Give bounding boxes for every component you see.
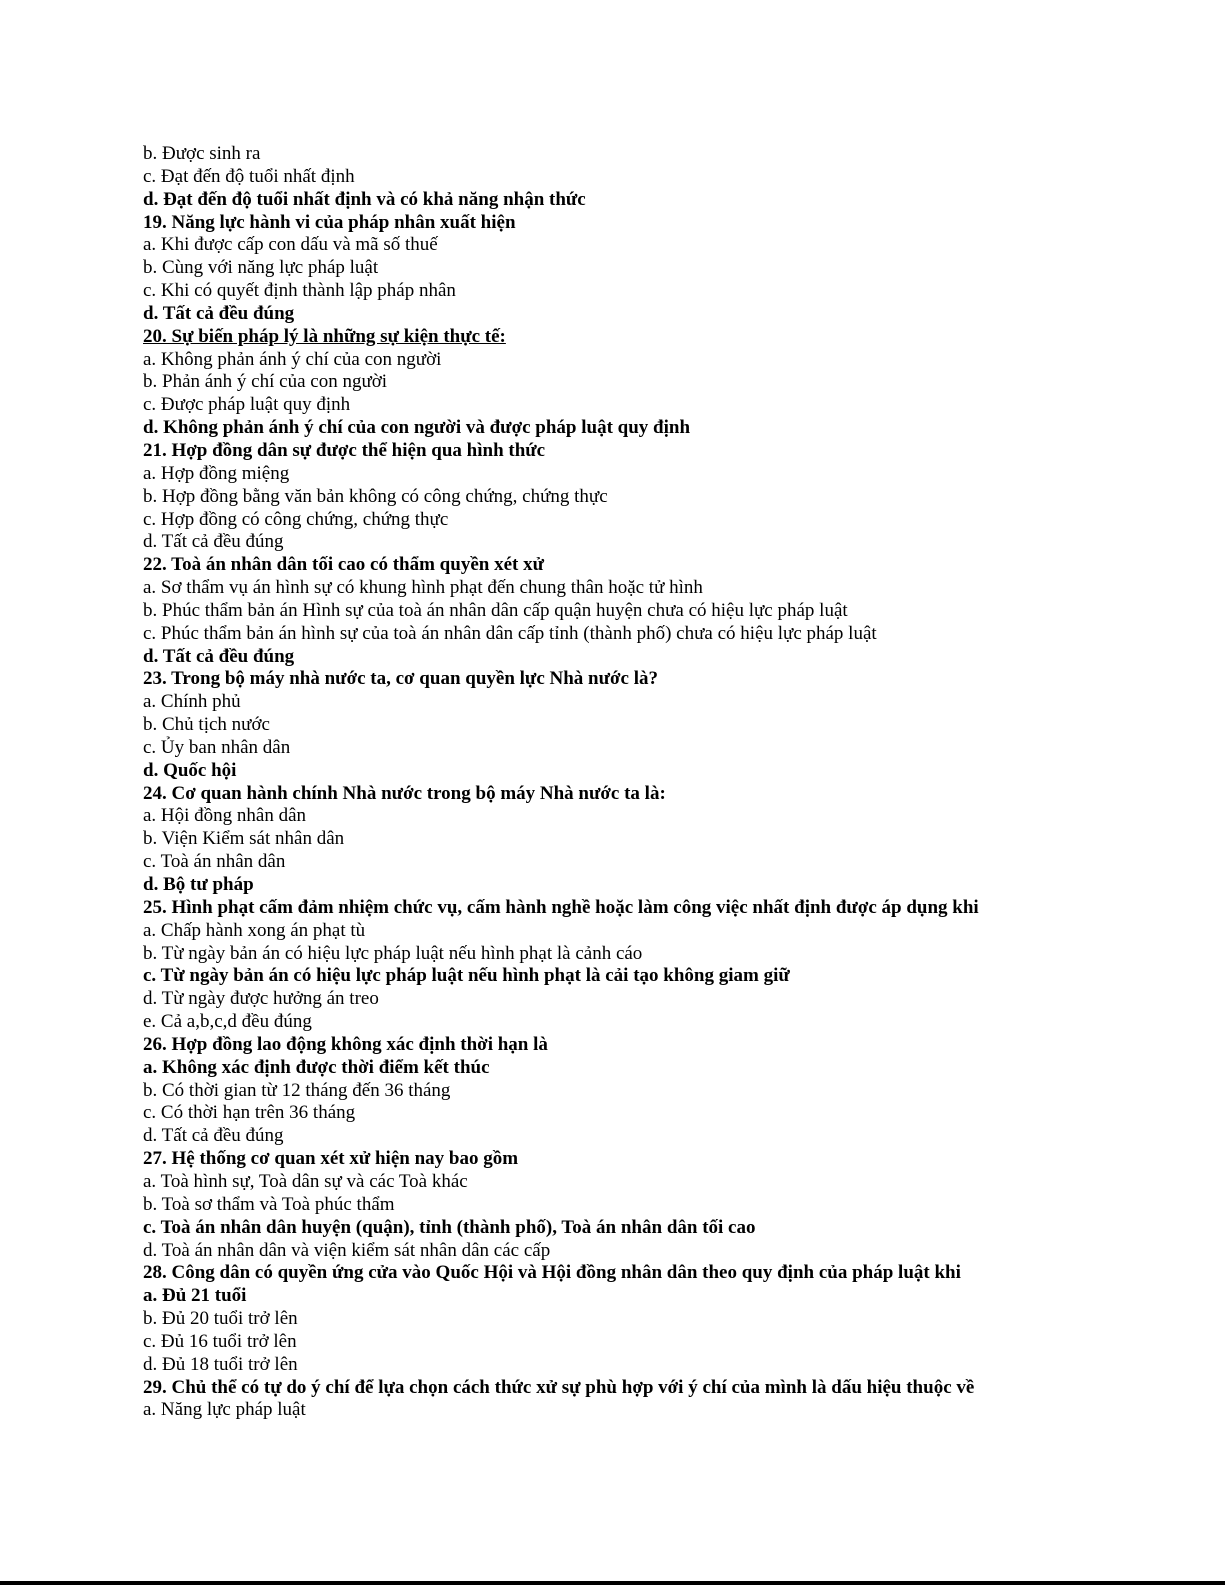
answer-option: a. Năng lực pháp luật	[143, 1399, 306, 1421]
answer-option: b. Hợp đồng bằng văn bản không có công chứng, chứng thực	[143, 485, 608, 507]
answer-option: d. Từ ngày được hưởng án treo	[143, 988, 379, 1010]
answer-option: a. Hợp đồng miệng	[143, 462, 290, 484]
answer-option: b. Viện Kiểm sát nhân dân	[143, 828, 345, 850]
correct-answer: d. Quốc hội	[143, 759, 237, 781]
correct-answer: d. Tất cả đều đúng	[143, 302, 295, 324]
question-heading: 26. Hợp đồng lao động không xác định thời hạn là	[143, 1033, 548, 1055]
answer-option: d. Toà án nhân dân và viện kiểm sát nhân dân các cấp	[143, 1239, 551, 1261]
answer-option: b. Đủ 20 tuổi trở lên	[143, 1308, 298, 1330]
answer-option: c. Có thời hạn trên 36 tháng	[143, 1102, 356, 1124]
correct-answer: d. Tất cả đều đúng	[143, 645, 295, 667]
page-bottom-border	[0, 1581, 1225, 1585]
question-heading: 19. Năng lực hành vi của pháp nhân xuất hiện	[143, 211, 516, 233]
answer-option: b. Toà sơ thẩm và Toà phúc thẩm	[143, 1193, 395, 1215]
answer-option: a. Toà hình sự, Toà dân sự và các Toà khác	[143, 1170, 468, 1192]
answer-option: c. Đủ 16 tuổi trở lên	[143, 1330, 297, 1352]
answer-option: a. Chấp hành xong án phạt tù	[143, 919, 366, 941]
answer-option: b. Được sinh ra	[143, 143, 261, 164]
correct-answer: d. Không phản ánh ý chí của con người và được pháp luật quy định	[143, 417, 691, 439]
question-heading: 24. Cơ quan hành chính Nhà nước trong bộ máy Nhà nước ta là:	[143, 782, 666, 804]
question-heading: 29. Chủ thể có tự do ý chí để lựa chọn cách thức xử sự phù hợp với ý chí của mình là dấu hiệu thuộc về	[143, 1376, 975, 1398]
question-heading: 21. Hợp đồng dân sự được thể hiện qua hình thức	[143, 439, 546, 461]
correct-answer: a. Không xác định được thời điểm kết thúc	[143, 1056, 490, 1078]
answer-option: a. Hội đồng nhân dân	[143, 805, 307, 827]
answer-option: b. Cùng với năng lực pháp luật	[143, 257, 379, 279]
answer-option: a. Chính phủ	[143, 691, 241, 713]
correct-answer: d. Bộ tư pháp	[143, 874, 254, 895]
answer-option: b. Từ ngày bản án có hiệu lực pháp luật nếu hình phạt là cảnh cáo	[143, 942, 643, 964]
correct-answer: a. Đủ 21 tuổi	[143, 1285, 247, 1307]
correct-answer: c. Toà án nhân dân huyện (quận), tỉnh (thành phố), Toà án nhân dân tối cao	[143, 1216, 756, 1238]
answer-option: d. Tất cả đều đúng	[143, 531, 284, 553]
answer-option: c. Được pháp luật quy định	[143, 394, 351, 416]
answer-option: b. Phúc thẩm bản án Hình sự của toà án nhân dân cấp quận huyện chưa có hiệu lực pháp luật	[143, 599, 848, 621]
answer-option: b. Chủ tịch nước	[143, 714, 270, 736]
answer-option: c. Đạt đến độ tuổi nhất định	[143, 165, 355, 187]
answer-option: a. Không phản ánh ý chí của con người	[143, 348, 442, 370]
answer-option: c. Phúc thẩm bản án hình sự của toà án nhân dân cấp tỉnh (thành phố) chưa có hiệu lực pháp luật	[143, 622, 877, 644]
question-heading: 20. Sự biến pháp lý là những sự kiện thực tế:	[143, 325, 506, 347]
answer-option: c. Khi có quyết định thành lập pháp nhân	[143, 280, 456, 302]
answer-option: d. Đủ 18 tuổi trở lên	[143, 1353, 298, 1375]
answer-option: c. Ủy ban nhân dân	[143, 736, 291, 758]
answer-option: c. Toà án nhân dân	[143, 851, 286, 873]
question-heading: 23. Trong bộ máy nhà nước ta, cơ quan quyền lực Nhà nước là?	[143, 668, 658, 690]
question-heading: 22. Toà án nhân dân tối cao có thẩm quyền xét xử	[143, 554, 544, 576]
correct-answer: d. Đạt đến độ tuổi nhất định và có khả năng nhận thức	[143, 188, 586, 210]
answer-option: e. Cả a,b,c,d đều đúng	[143, 1011, 312, 1033]
question-heading: 28. Công dân có quyền ứng cửa vào Quốc Hội và Hội đồng nhân dân theo quy định của pháp luật khi	[143, 1262, 961, 1284]
answer-option: c. Hợp đồng có công chứng, chứng thực	[143, 508, 449, 530]
question-heading: 25. Hình phạt cấm đảm nhiệm chức vụ, cấm hành nghề hoặc làm công việc nhất định được áp dụng khi	[143, 896, 979, 918]
answer-option: d. Tất cả đều đúng	[143, 1125, 284, 1147]
answer-option: a. Sơ thẩm vụ án hình sự có khung hình phạt đến chung thân hoặc tử hình	[143, 577, 703, 599]
answer-option: b. Phản ánh ý chí của con người	[143, 371, 388, 393]
answer-option: a. Khi được cấp con dấu và mã số thuế	[143, 234, 438, 256]
answer-option: b. Có thời gian từ 12 tháng đến 36 tháng	[143, 1079, 451, 1101]
correct-answer: c. Từ ngày bản án có hiệu lực pháp luật nếu hình phạt là cải tạo không giam giữ	[143, 965, 790, 987]
question-heading: 27. Hệ thống cơ quan xét xử hiện nay bao gồm	[143, 1148, 519, 1170]
quiz-content	[143, 143, 1183, 1422]
